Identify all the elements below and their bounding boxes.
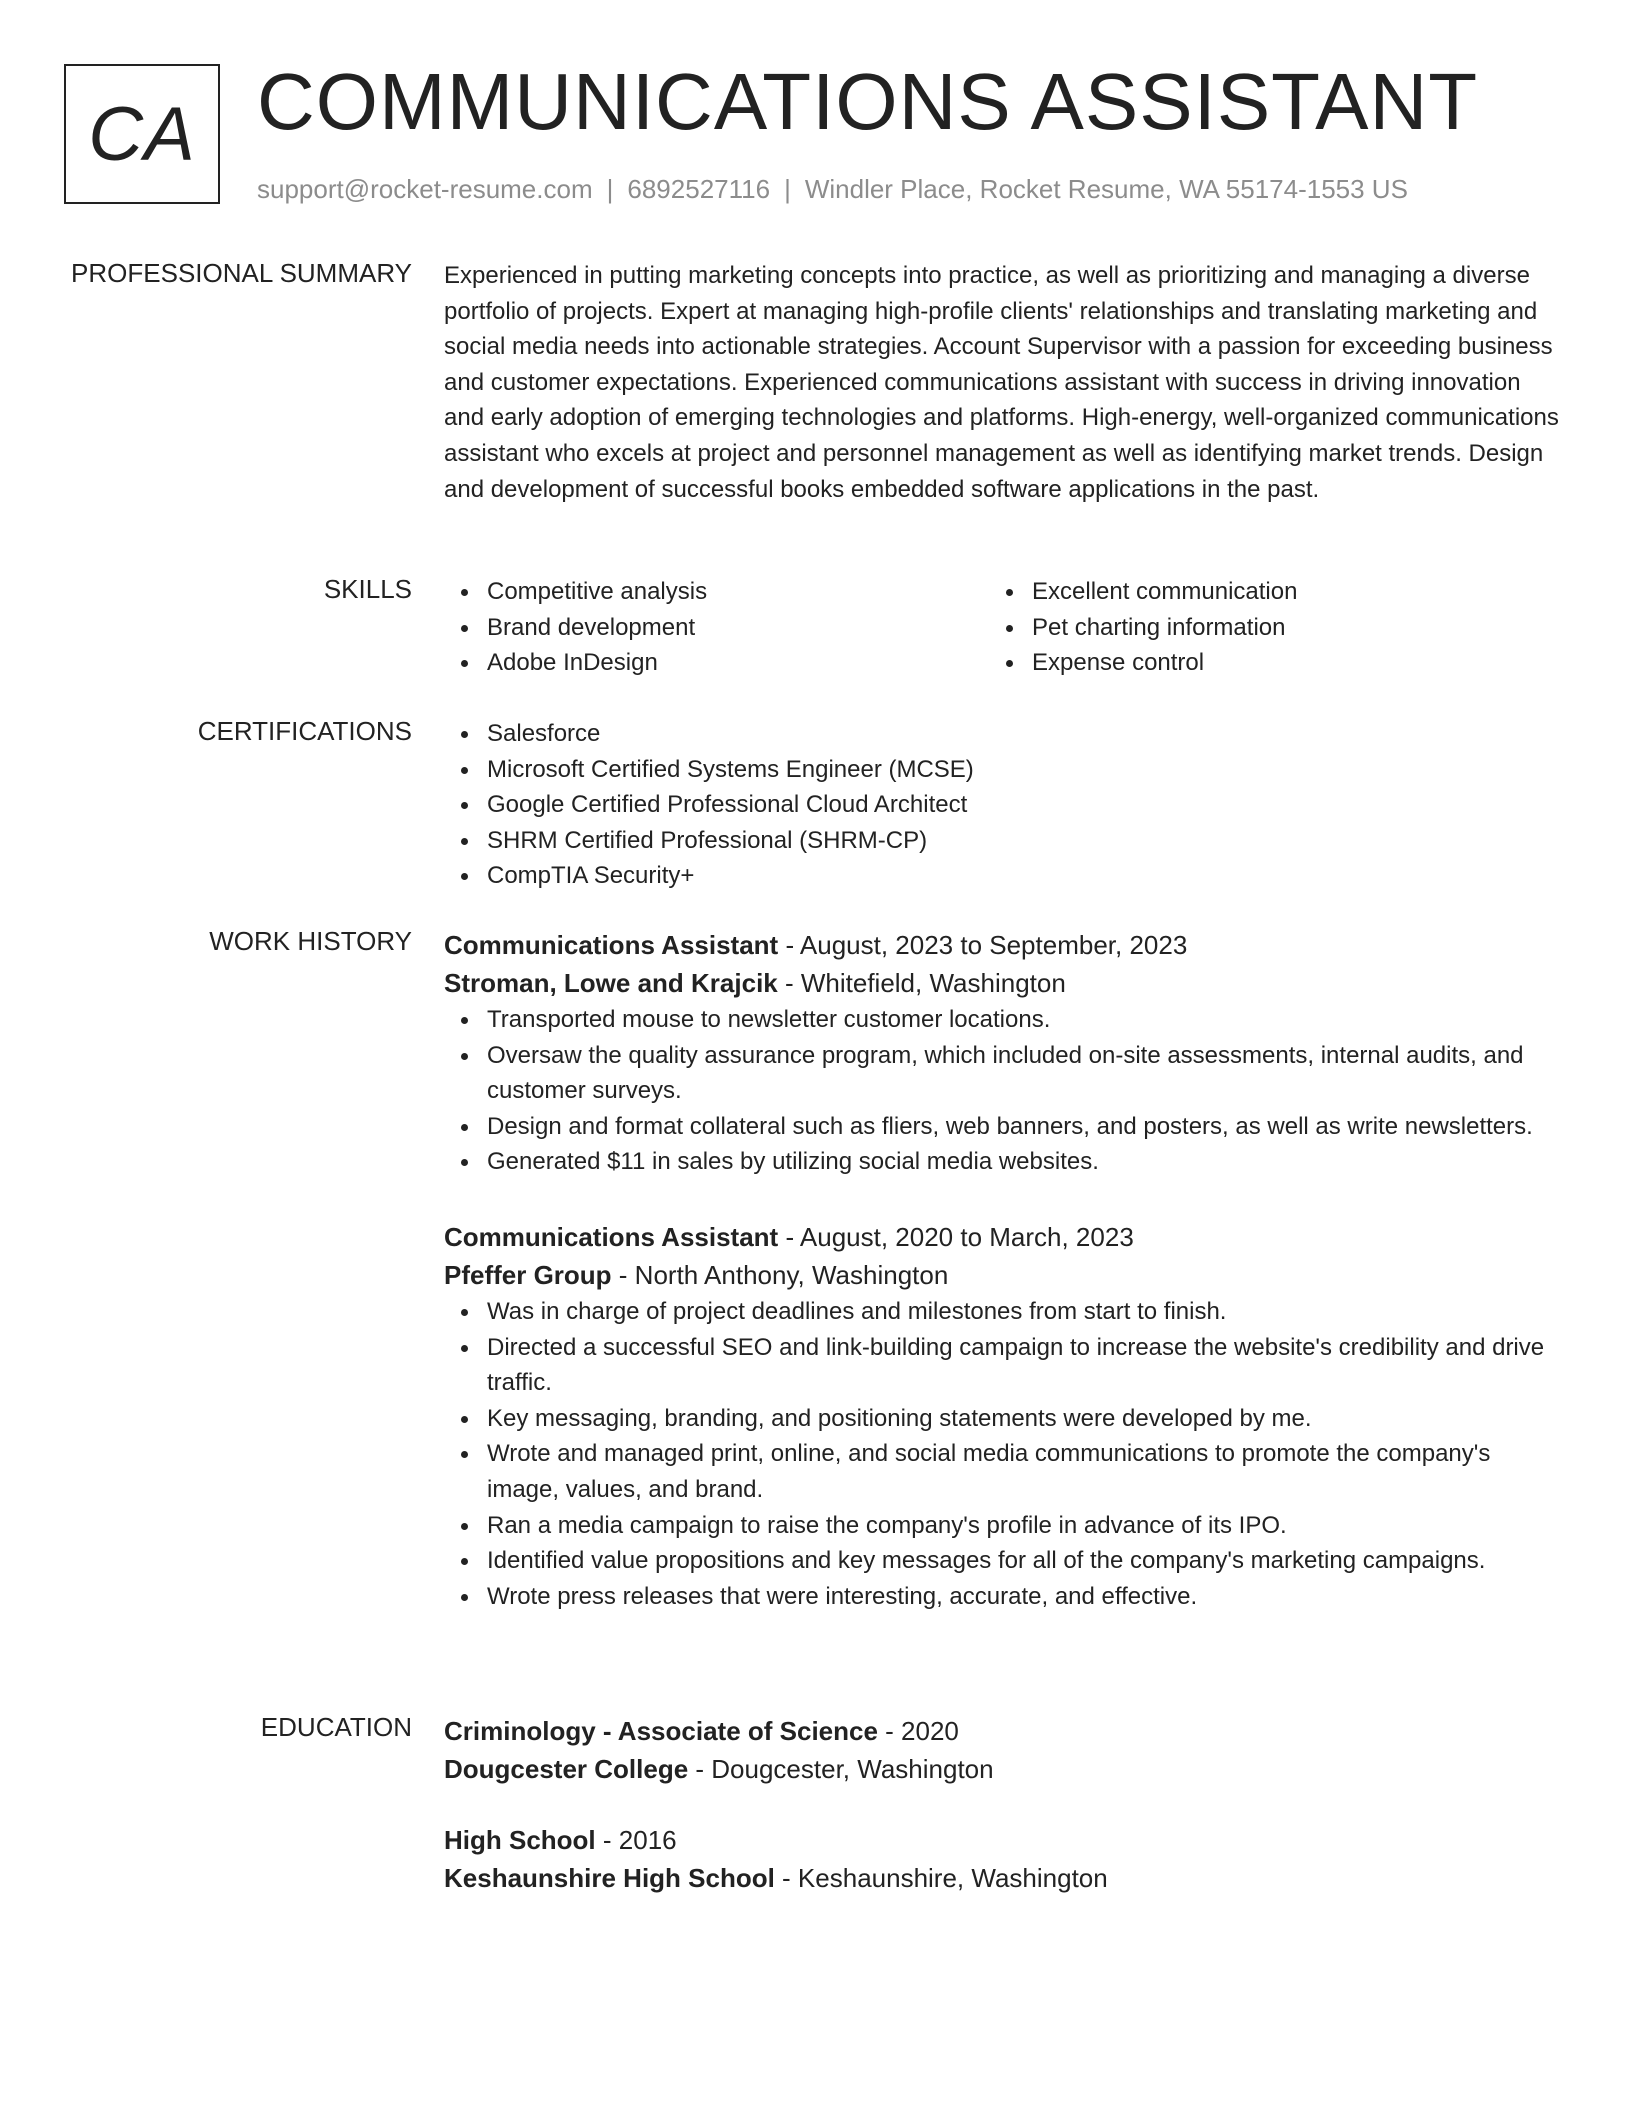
education-degree: High School — [444, 1825, 596, 1855]
education-entry — [444, 1712, 1564, 1788]
certification-item: Salesforce — [444, 716, 1564, 752]
section-heading: CERTIFICATIONS — [197, 716, 412, 746]
job-entry — [444, 1218, 1564, 1614]
education-entry — [444, 1821, 1564, 1897]
education-body — [444, 1712, 1564, 1897]
contact-address: Windler Place, Rocket Resume, WA 55174-1553 US — [804, 174, 1408, 204]
skill-item: Excellent communication — [989, 574, 1529, 610]
job-bullet: Wrote and managed print, online, and social media communications to promote the company's image, values, and brand. — [444, 1436, 1564, 1507]
education-school: Dougcester College — [444, 1754, 689, 1784]
education-degree: Criminology - Associate of Science — [444, 1716, 878, 1746]
job-dates: - August, 2020 to March, 2023 — [778, 1221, 1134, 1252]
job-bullet: Identified value propositions and key messages for all of the company's marketing campaigns. — [444, 1543, 1564, 1579]
section-heading: SKILLS — [323, 574, 412, 604]
job-company: Pfeffer Group — [444, 1259, 612, 1290]
certification-item: Microsoft Certified Systems Engineer (MCSE) — [444, 752, 1564, 788]
job-bullet: Wrote press releases that were interesting, accurate, and effective. — [444, 1579, 1564, 1615]
job-dates: - August, 2023 to September, 2023 — [778, 930, 1188, 960]
section-heading: EDUCATION — [260, 1712, 412, 1742]
skill-item: Pet charting information — [989, 610, 1529, 646]
job-title: Communications Assistant — [444, 1221, 779, 1252]
education-school-line — [444, 1750, 1564, 1788]
job-bullet: Ran a media campaign to raise the company's profile in advance of its IPO. — [444, 1508, 1564, 1544]
skill-item: Adobe InDesign — [444, 645, 984, 681]
contact-separator: | — [784, 174, 791, 204]
job-location: - North Anthony, Washington — [611, 1259, 949, 1290]
education-year: - 2016 — [595, 1825, 677, 1855]
section-heading: WORK HISTORY — [209, 926, 412, 956]
job-entry — [444, 926, 1564, 1180]
certification-item: CompTIA Security+ — [444, 858, 1564, 894]
contact-separator: | — [606, 174, 614, 204]
skills-column-left — [444, 574, 984, 681]
page-title: COMMUNICATIONS ASSISTANT — [257, 57, 1479, 146]
job-bullet: Key messaging, branding, and positioning statements were developed by me. — [444, 1401, 1564, 1437]
job-title-line — [444, 926, 1564, 964]
education-year: - 2020 — [877, 1716, 959, 1746]
section-heading: PROFESSIONAL SUMMARY — [71, 258, 412, 288]
job-bullets — [444, 1294, 1564, 1614]
education-location: - Dougcester, Washington — [688, 1754, 994, 1784]
job-title: Communications Assistant — [444, 930, 779, 960]
education-location: - Keshaunshire, Washington — [774, 1863, 1108, 1893]
contact-line — [257, 174, 1408, 205]
job-title-line — [444, 1218, 1564, 1256]
job-location: - Whitefield, Washington — [777, 968, 1066, 998]
education-school-line — [444, 1859, 1564, 1897]
education-school: Keshaunshire High School — [444, 1863, 775, 1893]
job-company-line — [444, 964, 1564, 1002]
job-bullet: Was in charge of project deadlines and milestones from start to finish. — [444, 1294, 1564, 1330]
certification-item: SHRM Certified Professional (SHRM-CP) — [444, 823, 1564, 859]
contact-email[interactable]: support@rocket-resume.com — [257, 174, 593, 204]
summary-body — [444, 258, 1564, 507]
resume-header — [64, 57, 1564, 214]
job-company: Stroman, Lowe and Krajcik — [444, 968, 778, 998]
certification-item: Google Certified Professional Cloud Architect — [444, 787, 1564, 823]
education-degree-line — [444, 1712, 1564, 1750]
certifications-body — [444, 716, 1564, 894]
skill-item: Expense control — [989, 645, 1529, 681]
monogram-badge: CA — [64, 64, 220, 204]
job-bullet: Transported mouse to newsletter customer locations. — [444, 1002, 1564, 1038]
job-company-line — [444, 1256, 1564, 1294]
skill-item: Competitive analysis — [444, 574, 984, 610]
skill-item: Brand development — [444, 610, 984, 646]
summary-text: Experienced in putting marketing concepts into practice, as well as prioritizing and managing a diverse portfolio of projects. Expert at managing high-profile clients' relationships and translating marketing and social media needs into actionable strategies. Account Supervisor with a passion for exceeding business and customer expectations. Experienced communications assistant with success in driving innovation and early adoption of emerging technologies and platforms. High-energy, well-organized communications assistant who excels at project and personnel management as well as identifying market trends. Design and development of successful books embedded software applications in the past. — [444, 262, 1559, 503]
job-bullet: Design and format collateral such as fliers, web banners, and posters, as well as write newsletters. — [444, 1109, 1564, 1145]
job-bullet: Directed a successful SEO and link-building campaign to increase the website's credibility and drive traffic. — [444, 1330, 1564, 1401]
job-bullet: Oversaw the quality assurance program, which included on-site assessments, internal audits, and customer surveys. — [444, 1038, 1564, 1109]
skills-column-right — [989, 574, 1529, 681]
contact-phone[interactable]: 6892527116 — [627, 174, 771, 204]
work-history-body — [444, 926, 1564, 1614]
job-bullet: Generated $11 in sales by utilizing social media websites. — [444, 1144, 1564, 1180]
education-degree-line — [444, 1821, 1564, 1859]
job-bullets — [444, 1002, 1564, 1180]
